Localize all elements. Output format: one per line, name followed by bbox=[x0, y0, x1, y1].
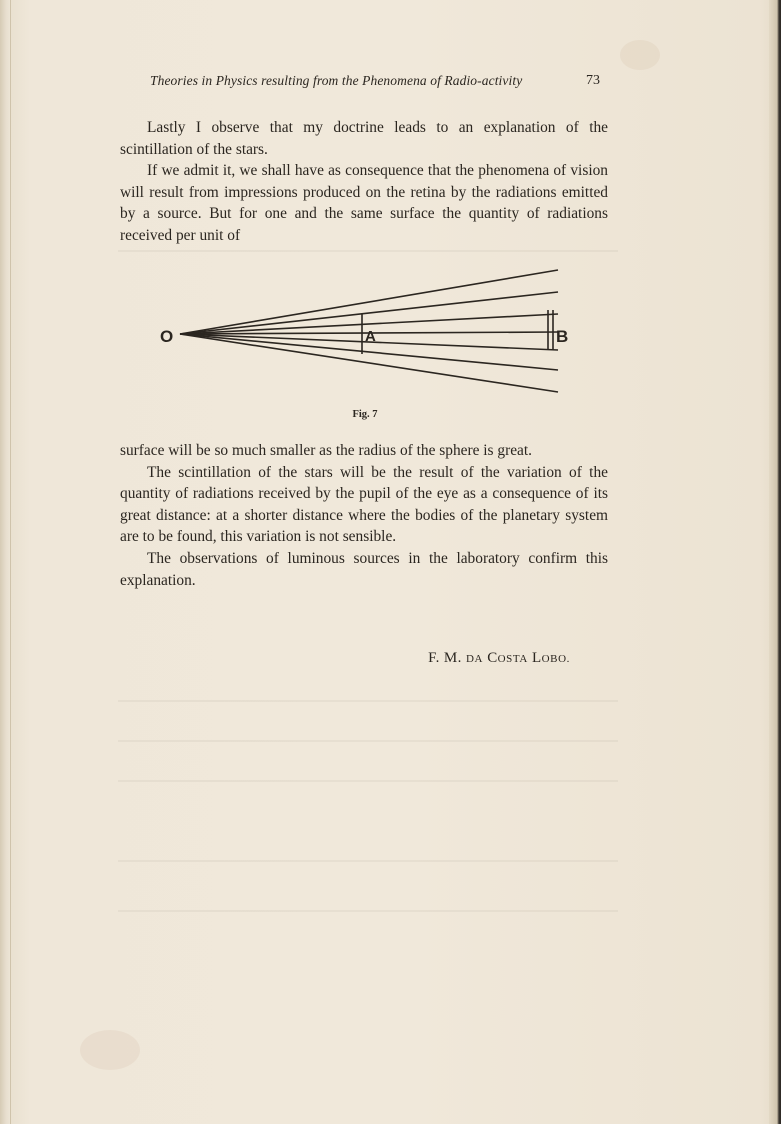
figure-caption: Fig. 7 bbox=[352, 409, 378, 420]
page-number: 73 bbox=[586, 73, 600, 88]
bleed-through-line bbox=[118, 740, 618, 742]
text-block-upper bbox=[120, 117, 608, 247]
label-a: A bbox=[365, 328, 376, 345]
signature-surname-initial: L bbox=[532, 650, 542, 666]
signature-surname-rest: OBO. bbox=[541, 653, 570, 665]
bleed-through-line bbox=[118, 700, 618, 702]
signature-name-rest: OSTA bbox=[497, 653, 528, 665]
label-b: B bbox=[556, 327, 569, 346]
author-signature bbox=[120, 650, 570, 667]
text-block-lower bbox=[120, 440, 608, 591]
signature-particle: DA bbox=[465, 653, 484, 665]
figure-7-diagram bbox=[158, 262, 578, 402]
page-left-edge bbox=[0, 0, 11, 1124]
bleed-through-line bbox=[118, 910, 618, 912]
label-o: O bbox=[160, 327, 174, 346]
paper-stain bbox=[80, 1030, 140, 1070]
paragraph: The observations of luminous sources in the laboratory confirm this explanation. bbox=[120, 549, 608, 589]
paragraph: surface will be so much smaller as the radius of the sphere is great. bbox=[120, 442, 532, 459]
paper-stain bbox=[620, 40, 660, 70]
paragraph: The scintillation of the stars will be the result of the variation of the quantity of radiations received by the pupil of the eye as a consequence of its great distance: at a shorter distance where the bodies of the planetary system are to be found, this variation is not sensible. bbox=[120, 463, 608, 546]
running-head-title: Theories in Physics resulting from the Phenomena of Radio-activity bbox=[150, 73, 523, 88]
signature-initials: F. M. bbox=[428, 650, 462, 666]
bleed-through-line bbox=[118, 780, 618, 782]
paragraph: Lastly I observe that my doctrine leads to an explanation of the scintillation of the stars. bbox=[120, 119, 608, 158]
running-head bbox=[150, 73, 600, 93]
page-right-edge bbox=[769, 0, 781, 1124]
bleed-through-line bbox=[118, 250, 618, 252]
bleed-through-line bbox=[118, 860, 618, 862]
paragraph: If we admit it, we shall have as consequence that the phenomena of vision will result from impressions produced on the retina by the radiations emitted by a source. But for one and the same surface the quantity of radiations received per unit of bbox=[120, 162, 608, 244]
signature-name-initial: C bbox=[487, 650, 498, 666]
